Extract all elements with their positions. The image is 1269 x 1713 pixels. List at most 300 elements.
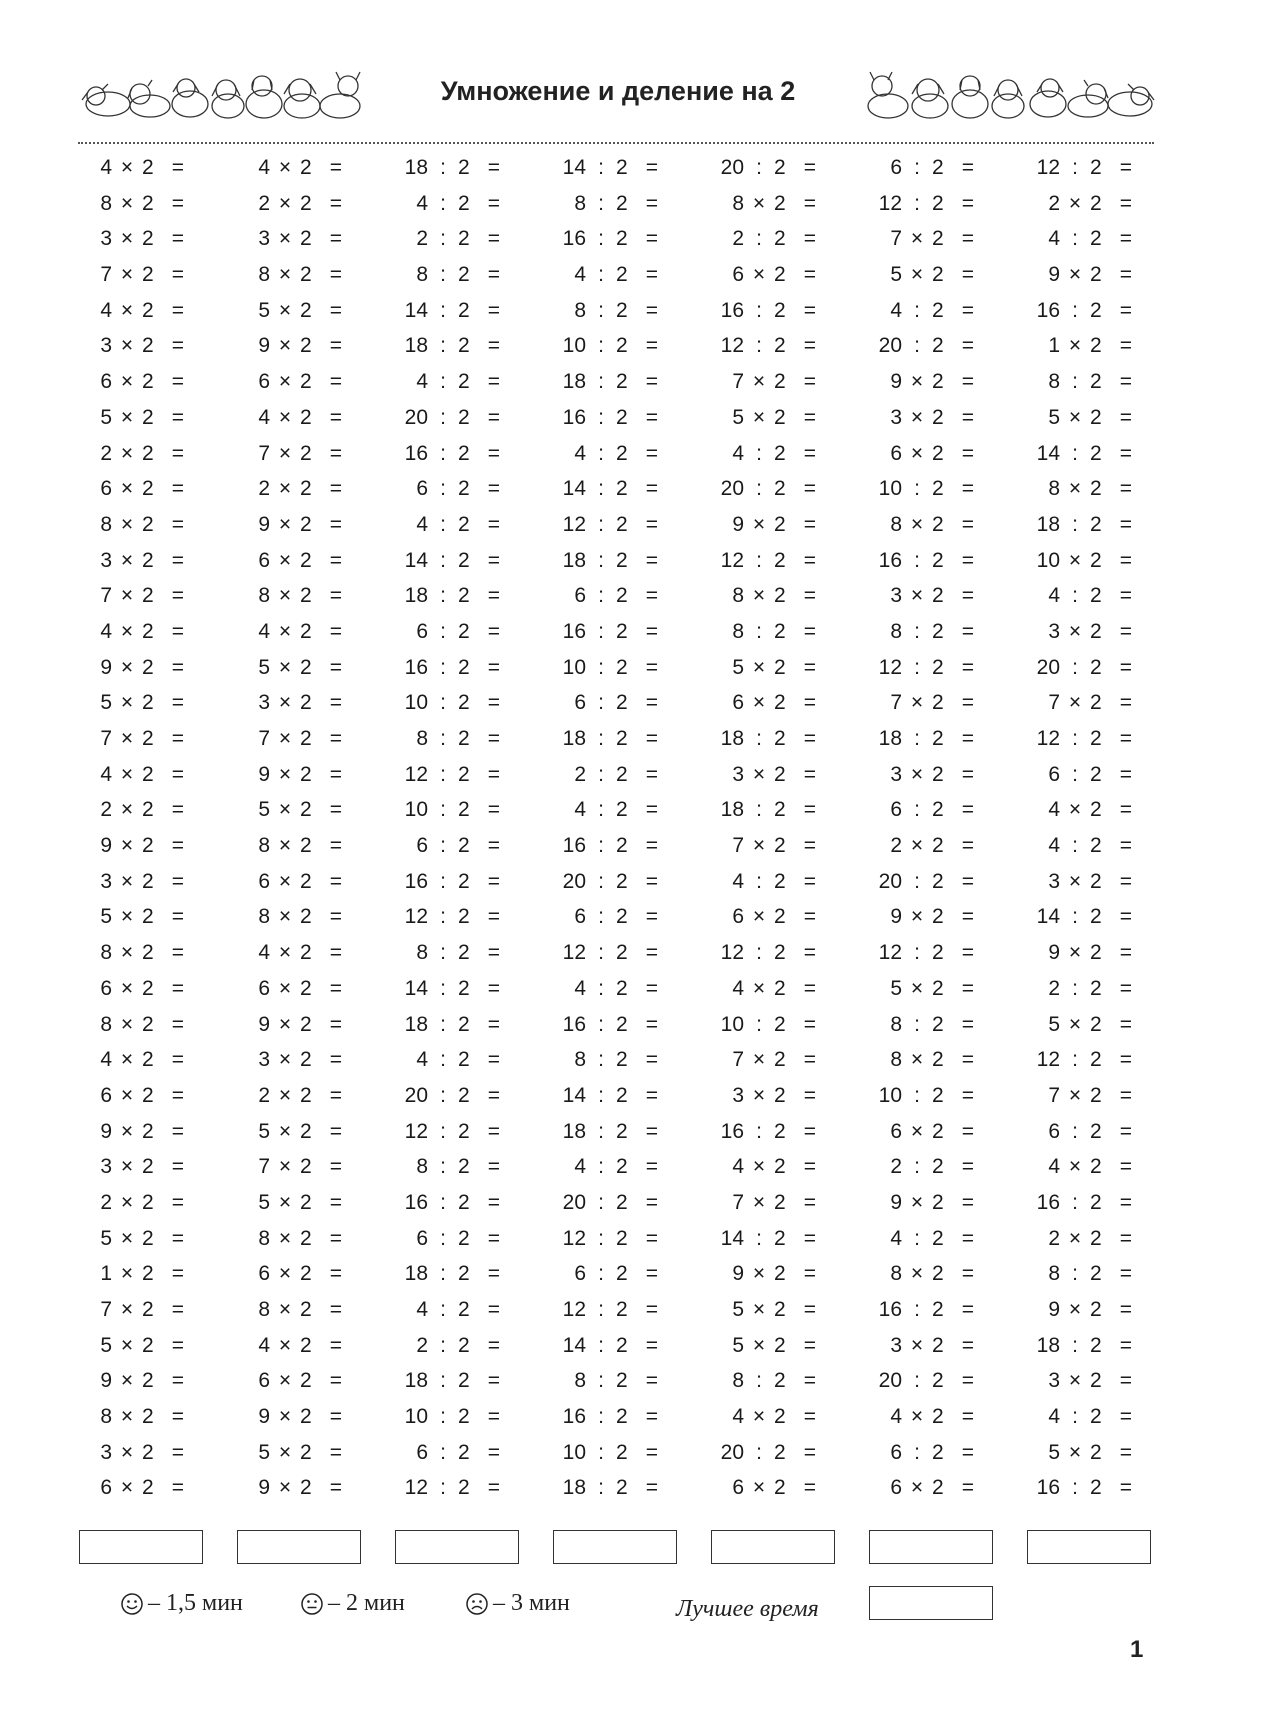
legend-item-slow <box>465 1590 570 1617</box>
operand-b: 2 <box>616 798 628 822</box>
operand-a: 9 <box>100 655 112 679</box>
equals-sign: = <box>803 1405 816 1429</box>
equals-sign: = <box>171 619 184 643</box>
equals-sign: = <box>171 477 184 501</box>
problem <box>552 685 682 721</box>
operator: × <box>1068 1226 1082 1250</box>
operand-a: 18 <box>404 1012 428 1036</box>
operand-b: 2 <box>1090 405 1102 429</box>
operand-b: 2 <box>1090 1048 1102 1072</box>
problem <box>236 1435 366 1471</box>
problem <box>236 1256 366 1292</box>
operand-b: 2 <box>142 1440 154 1464</box>
equals-sign: = <box>171 976 184 1000</box>
equals-sign: = <box>645 1119 658 1143</box>
operand-b: 2 <box>300 798 312 822</box>
problem <box>394 1435 524 1471</box>
equals-sign: = <box>329 334 342 358</box>
operand-b: 2 <box>142 869 154 893</box>
operand-b: 2 <box>616 191 628 215</box>
problem <box>236 543 366 579</box>
equals-sign: = <box>645 334 658 358</box>
best-time-box[interactable] <box>869 1586 993 1620</box>
operand-b: 2 <box>142 370 154 394</box>
operand-a: 9 <box>100 834 112 858</box>
equals-sign: = <box>171 834 184 858</box>
operand-a: 9 <box>890 1190 902 1214</box>
operand-b: 2 <box>616 1190 628 1214</box>
equals-sign: = <box>171 762 184 786</box>
equals-sign: = <box>645 1369 658 1393</box>
equals-sign: = <box>645 191 658 215</box>
operator: : <box>440 334 446 358</box>
problem <box>710 1114 840 1150</box>
equals-sign: = <box>803 798 816 822</box>
operand-a: 8 <box>258 1298 270 1321</box>
operand-b: 2 <box>458 1405 470 1429</box>
problem <box>394 1185 524 1221</box>
problem <box>236 578 366 614</box>
operand-a: 4 <box>574 1155 586 1179</box>
operator: : <box>1072 370 1078 394</box>
time-box[interactable] <box>869 1530 993 1564</box>
operand-a: 3 <box>100 869 112 893</box>
operator: × <box>120 1155 134 1179</box>
operand-b: 2 <box>1090 1298 1102 1321</box>
equals-sign: = <box>487 798 500 822</box>
problem <box>868 1185 998 1221</box>
operand-b: 2 <box>932 1190 944 1214</box>
problem <box>394 1221 524 1257</box>
equals-sign: = <box>803 1369 816 1393</box>
operator: : <box>440 512 446 536</box>
operator: : <box>440 1405 446 1429</box>
equals-sign: = <box>1119 1262 1132 1286</box>
operand-b: 2 <box>300 727 312 750</box>
operand-b: 2 <box>932 727 944 750</box>
operand-b: 2 <box>932 1333 944 1357</box>
equals-sign: = <box>487 1119 500 1143</box>
operand-a: 4 <box>258 619 270 643</box>
operand-b: 2 <box>774 905 786 929</box>
operand-a: 7 <box>890 227 902 251</box>
problem <box>236 186 366 222</box>
operand-b: 2 <box>142 1048 154 1072</box>
operand-a: 4 <box>574 441 586 465</box>
operand-b: 2 <box>932 619 944 643</box>
operand-a: 16 <box>404 869 428 893</box>
operand-a: 12 <box>562 941 586 965</box>
equals-sign: = <box>1119 191 1132 215</box>
problem <box>1026 1256 1156 1292</box>
operand-a: 6 <box>416 1226 428 1250</box>
operand-a: 12 <box>562 1226 586 1250</box>
operand-a: 3 <box>1048 869 1060 893</box>
problem <box>1026 1042 1156 1078</box>
equals-sign: = <box>329 1190 342 1214</box>
problem <box>1026 1007 1156 1043</box>
operand-b: 2 <box>300 1119 312 1143</box>
problem <box>552 1007 682 1043</box>
problem <box>868 293 998 329</box>
operand-b: 2 <box>458 976 470 1000</box>
operand-a: 5 <box>1048 1012 1060 1036</box>
equals-sign: = <box>171 1262 184 1286</box>
operand-a: 3 <box>258 1048 270 1072</box>
operand-a: 18 <box>562 1476 586 1500</box>
equals-sign: = <box>487 370 500 394</box>
problem <box>78 1007 208 1043</box>
problem <box>394 1114 524 1150</box>
equals-sign: = <box>803 298 816 322</box>
operand-b: 2 <box>616 1298 628 1321</box>
operator: : <box>598 1190 604 1214</box>
operator: : <box>1072 298 1078 322</box>
operand-a: 5 <box>258 798 270 822</box>
operator: : <box>598 1012 604 1036</box>
equals-sign: = <box>171 1048 184 1072</box>
operator: × <box>278 512 292 536</box>
operand-b: 2 <box>1090 441 1102 465</box>
operand-a: 6 <box>258 1262 270 1286</box>
operator: × <box>910 1190 924 1214</box>
equals-sign: = <box>1119 655 1132 679</box>
operand-a: 14 <box>562 477 586 501</box>
equals-sign: = <box>1119 1048 1132 1072</box>
equals-sign: = <box>171 512 184 536</box>
operand-b: 2 <box>774 619 786 643</box>
operator: × <box>278 370 292 394</box>
operator: : <box>1072 976 1078 1000</box>
operand-b: 2 <box>1090 512 1102 536</box>
operand-a: 8 <box>890 512 902 536</box>
operand-a: 7 <box>100 584 112 608</box>
problem <box>1026 186 1156 222</box>
operator: × <box>278 941 292 965</box>
operand-a: 3 <box>100 1155 112 1179</box>
operand-a: 14 <box>562 156 586 179</box>
problem <box>710 1470 840 1506</box>
operator: × <box>120 869 134 893</box>
equals-sign: = <box>645 1405 658 1429</box>
operator: × <box>278 477 292 501</box>
operator: × <box>752 1262 766 1286</box>
operand-a: 6 <box>574 691 586 715</box>
problem <box>868 1078 998 1114</box>
operand-b: 2 <box>616 1369 628 1393</box>
operand-a: 7 <box>1048 1083 1060 1107</box>
operand-a: 2 <box>258 477 270 501</box>
operand-b: 2 <box>932 1440 944 1464</box>
equals-sign: = <box>803 1012 816 1036</box>
equals-sign: = <box>329 1155 342 1179</box>
problem <box>236 1007 366 1043</box>
operator: : <box>440 1155 446 1179</box>
operator: × <box>752 584 766 608</box>
equals-sign: = <box>803 727 816 750</box>
operand-a: 8 <box>890 1012 902 1036</box>
operand-a: 4 <box>416 512 428 536</box>
operand-a: 5 <box>258 1190 270 1214</box>
equals-sign: = <box>329 655 342 679</box>
operand-a: 8 <box>890 619 902 643</box>
operand-a: 18 <box>562 727 586 750</box>
operator: × <box>278 1262 292 1286</box>
problem <box>78 1399 208 1435</box>
operand-a: 7 <box>732 834 744 858</box>
operand-b: 2 <box>616 655 628 679</box>
equals-sign: = <box>1119 441 1132 465</box>
operand-a: 6 <box>258 976 270 1000</box>
equals-sign: = <box>487 1476 500 1500</box>
operator: × <box>752 1405 766 1429</box>
operand-a: 18 <box>404 584 428 608</box>
problem <box>868 864 998 900</box>
equals-sign: = <box>171 1476 184 1500</box>
operand-a: 7 <box>1048 691 1060 715</box>
operator: × <box>910 584 924 608</box>
operator: : <box>598 1119 604 1143</box>
operator: : <box>440 370 446 394</box>
equals-sign: = <box>1119 798 1132 822</box>
equals-sign: = <box>487 441 500 465</box>
operand-a: 7 <box>732 370 744 394</box>
operand-b: 2 <box>932 156 944 179</box>
operand-a: 8 <box>574 191 586 215</box>
operand-b: 2 <box>932 298 944 322</box>
equals-sign: = <box>487 1083 500 1107</box>
operand-b: 2 <box>774 1190 786 1214</box>
problem <box>236 1114 366 1150</box>
problem <box>236 899 366 935</box>
problem <box>1026 792 1156 828</box>
operand-b: 2 <box>142 691 154 715</box>
operand-a: 16 <box>720 298 744 322</box>
operator: × <box>910 441 924 465</box>
equals-sign: = <box>1119 405 1132 429</box>
equals-sign: = <box>487 334 500 358</box>
equals-sign: = <box>961 1083 974 1107</box>
problem <box>236 221 366 257</box>
time-box[interactable] <box>237 1530 361 1564</box>
equals-sign: = <box>645 298 658 322</box>
operand-a: 12 <box>404 1119 428 1143</box>
operator: × <box>278 1083 292 1107</box>
operand-a: 6 <box>100 477 112 501</box>
problem <box>394 1328 524 1364</box>
time-box[interactable] <box>553 1530 677 1564</box>
equals-sign: = <box>803 619 816 643</box>
problem <box>710 507 840 543</box>
operand-a: 18 <box>404 334 428 358</box>
equals-sign: = <box>961 727 974 750</box>
operand-a: 4 <box>732 1155 744 1179</box>
equals-sign: = <box>645 655 658 679</box>
equals-sign: = <box>487 941 500 965</box>
operator: : <box>598 1369 604 1393</box>
operand-a: 5 <box>258 1440 270 1464</box>
operator: : <box>440 905 446 929</box>
problem <box>868 685 998 721</box>
operand-b: 2 <box>458 905 470 929</box>
operand-a: 14 <box>1036 905 1060 929</box>
problem <box>1026 1292 1156 1328</box>
operator: × <box>1068 548 1082 572</box>
operand-a: 18 <box>1036 512 1060 536</box>
operator: × <box>120 405 134 429</box>
operand-b: 2 <box>1090 1476 1102 1500</box>
operator: : <box>914 156 920 179</box>
operand-b: 2 <box>774 370 786 394</box>
operand-b: 2 <box>774 1440 786 1464</box>
equals-sign: = <box>961 1119 974 1143</box>
operand-b: 2 <box>142 798 154 822</box>
problem <box>78 364 208 400</box>
operand-a: 8 <box>416 1155 428 1179</box>
operand-a: 14 <box>562 1083 586 1107</box>
operator: : <box>914 727 920 750</box>
operand-b: 2 <box>300 1155 312 1179</box>
operator: × <box>752 834 766 858</box>
operand-b: 2 <box>142 298 154 322</box>
operator: : <box>598 1155 604 1179</box>
operand-b: 2 <box>458 727 470 750</box>
problem <box>394 1399 524 1435</box>
equals-sign: = <box>961 834 974 858</box>
operator: × <box>752 905 766 929</box>
operator: : <box>756 1226 762 1250</box>
problem <box>552 400 682 436</box>
equals-sign: = <box>329 298 342 322</box>
operator: × <box>120 334 134 358</box>
operand-a: 10 <box>404 1405 428 1429</box>
problem <box>868 650 998 686</box>
equals-sign: = <box>961 1298 974 1321</box>
problem <box>78 828 208 864</box>
operator: : <box>756 1012 762 1036</box>
operand-a: 12 <box>878 941 902 965</box>
page-number: 1 <box>1130 1636 1144 1663</box>
operator: : <box>756 441 762 465</box>
equals-sign: = <box>1119 1083 1132 1107</box>
problem <box>710 614 840 650</box>
operand-b: 2 <box>616 405 628 429</box>
operator: × <box>752 263 766 287</box>
operator: : <box>440 655 446 679</box>
operand-b: 2 <box>300 941 312 965</box>
operand-b: 2 <box>1090 1226 1102 1250</box>
operator: × <box>120 1119 134 1143</box>
operator: : <box>1072 1119 1078 1143</box>
problem <box>78 186 208 222</box>
equals-sign: = <box>329 441 342 465</box>
operand-b: 2 <box>616 941 628 965</box>
operator: : <box>598 227 604 251</box>
equals-sign: = <box>645 1298 658 1321</box>
time-box[interactable] <box>79 1530 203 1564</box>
problem <box>868 436 998 472</box>
problem <box>78 400 208 436</box>
equals-sign: = <box>487 1262 500 1286</box>
problem <box>236 293 366 329</box>
problem <box>236 1470 366 1506</box>
equals-sign: = <box>171 263 184 287</box>
equals-sign: = <box>961 298 974 322</box>
operator: × <box>120 976 134 1000</box>
problem <box>710 650 840 686</box>
operator: : <box>914 334 920 358</box>
operand-a: 3 <box>100 1440 112 1464</box>
operand-b: 2 <box>458 263 470 287</box>
operand-a: 6 <box>100 976 112 1000</box>
operand-a: 8 <box>732 191 744 215</box>
problem <box>868 721 998 757</box>
operand-a: 1 <box>1048 334 1060 358</box>
operand-a: 6 <box>416 619 428 643</box>
operand-b: 2 <box>300 976 312 1000</box>
problem <box>394 650 524 686</box>
operand-b: 2 <box>1090 727 1102 750</box>
operator: : <box>756 1119 762 1143</box>
operand-b: 2 <box>142 941 154 965</box>
operand-a: 9 <box>258 512 270 536</box>
problem <box>394 757 524 793</box>
operator: × <box>1068 869 1082 893</box>
operand-b: 2 <box>932 941 944 965</box>
problem <box>78 935 208 971</box>
time-box[interactable] <box>1027 1530 1151 1564</box>
operand-a: 4 <box>574 976 586 1000</box>
operand-a: 6 <box>1048 762 1060 786</box>
problem <box>78 578 208 614</box>
problem <box>394 471 524 507</box>
time-box[interactable] <box>711 1530 835 1564</box>
equals-sign: = <box>487 834 500 858</box>
operand-b: 2 <box>458 191 470 215</box>
operand-a: 12 <box>404 1476 428 1500</box>
operand-b: 2 <box>142 334 154 358</box>
operand-b: 2 <box>458 762 470 786</box>
problem-column <box>236 150 366 1506</box>
operand-a: 8 <box>100 191 112 215</box>
equals-sign: = <box>329 1119 342 1143</box>
operand-a: 6 <box>732 691 744 715</box>
operand-a: 20 <box>720 156 744 179</box>
problem-column <box>1026 150 1156 1506</box>
operator: : <box>914 869 920 893</box>
operand-b: 2 <box>1090 798 1102 822</box>
equals-sign: = <box>171 1369 184 1393</box>
operand-a: 16 <box>562 834 586 858</box>
operator: : <box>756 477 762 501</box>
problem <box>868 1221 998 1257</box>
operand-b: 2 <box>616 834 628 858</box>
equals-sign: = <box>1119 976 1132 1000</box>
operator: : <box>756 298 762 322</box>
equals-sign: = <box>487 263 500 287</box>
equals-sign: = <box>645 548 658 572</box>
equals-sign: = <box>961 370 974 394</box>
equals-sign: = <box>803 1119 816 1143</box>
problem <box>552 221 682 257</box>
operator: × <box>120 1048 134 1072</box>
operator: × <box>120 1190 134 1214</box>
time-box[interactable] <box>395 1530 519 1564</box>
equals-sign: = <box>171 869 184 893</box>
operand-b: 2 <box>300 1440 312 1464</box>
operand-b: 2 <box>1090 548 1102 572</box>
operand-a: 6 <box>890 441 902 465</box>
